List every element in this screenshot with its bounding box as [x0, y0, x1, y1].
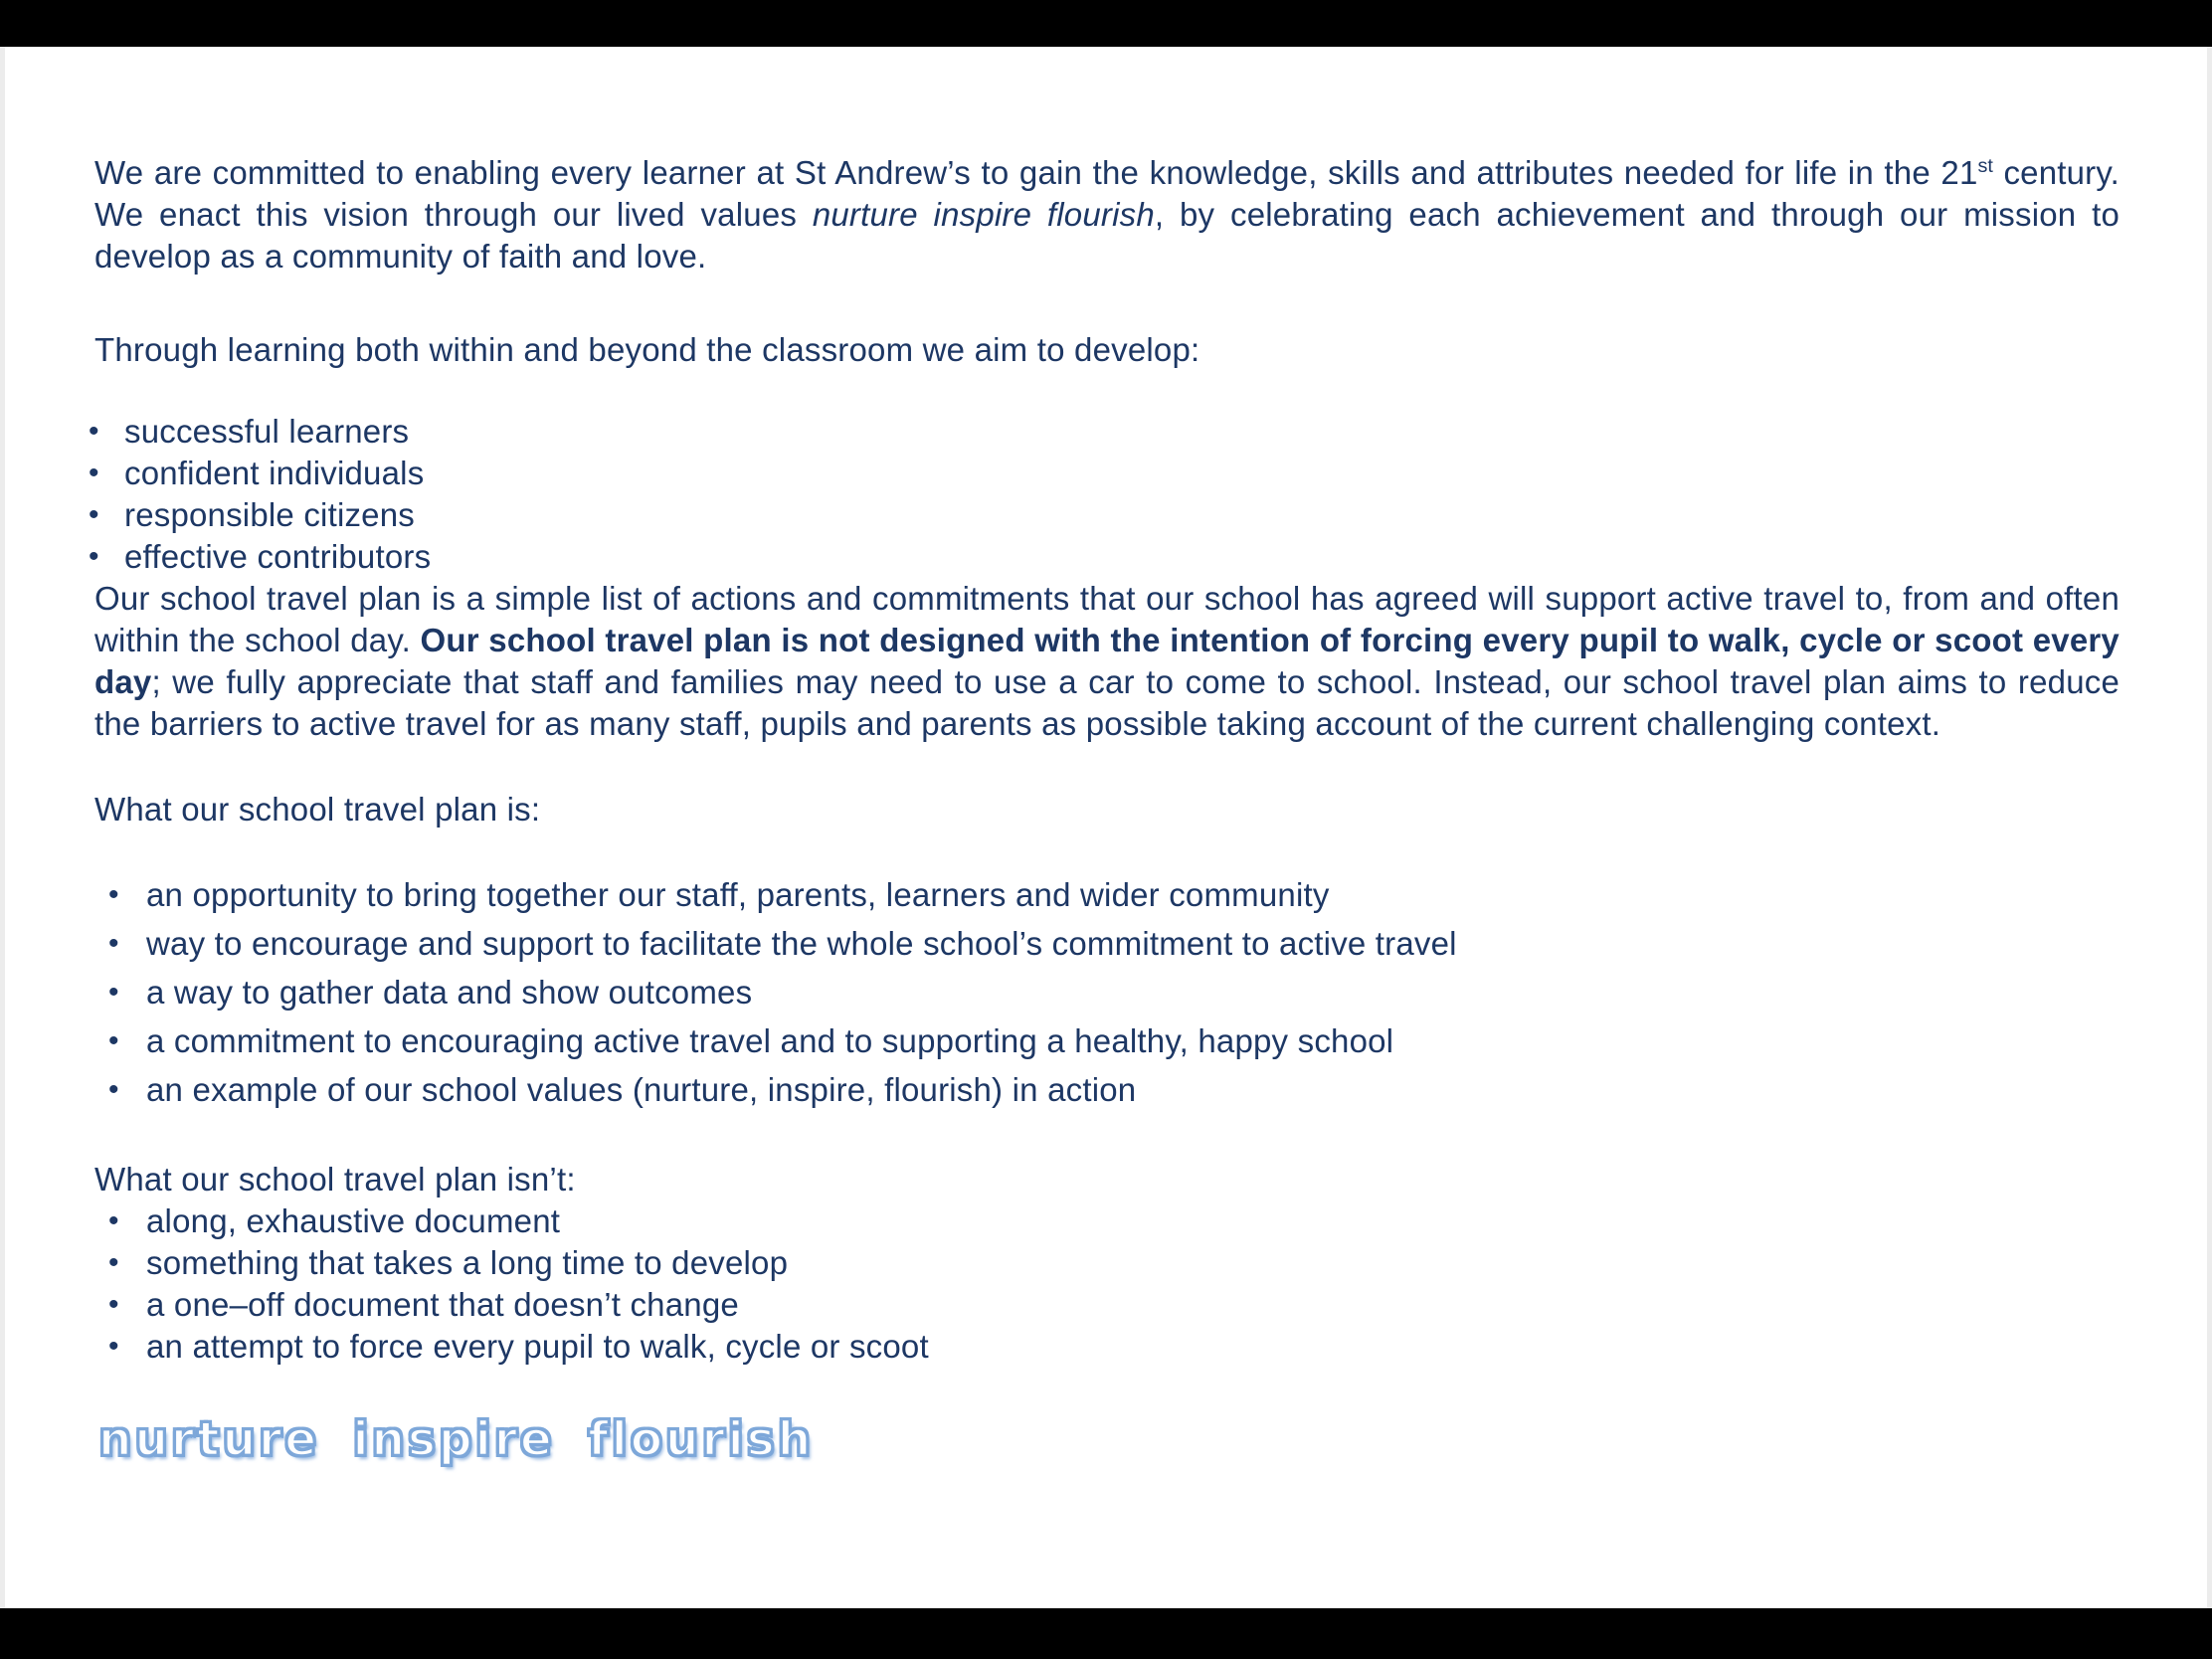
list-item: • an attempt to force every pupil to walk, cycle or scoot: [104, 1326, 2120, 1368]
list-item: • along, exhaustive document: [104, 1200, 2120, 1242]
list-item: • a commitment to encouraging active travel and to supporting a healthy, happy school: [104, 1020, 2120, 1062]
list-item: • confident individuals: [85, 453, 2120, 494]
intro-paragraph: [94, 152, 2120, 277]
plan-is-list: [104, 874, 2120, 1111]
plan-is-heading: What our school travel plan is:: [94, 791, 541, 828]
list-item: • something that takes a long time to develop: [104, 1242, 2120, 1284]
list-item: • successful learners: [85, 411, 2120, 453]
document-page: [5, 47, 2207, 1608]
letterbox-bottom-bar: [0, 1608, 2212, 1659]
intro-text-start: We are committed to enabling every learner at St Andrew’s to gain the knowledge, skills and attributes needed for life in the 21: [94, 154, 1978, 191]
plan-isnt-heading: What our school travel plan isn’t:: [94, 1161, 576, 1198]
aims-heading: Through learning both within and beyond the classroom we aim to develop:: [94, 331, 1200, 368]
list-item: • an example of our school values (nurture, inspire, flourish) in action: [104, 1069, 2120, 1111]
ordinal-superscript: st: [1977, 155, 1993, 177]
footer-tagline-logo: nurture inspire flourish: [98, 1412, 815, 1467]
travel-plan-bold-statement: Our school travel plan is not designed with the intention of forcing every pupil to walk, cycle or scoot every day: [94, 622, 2120, 700]
document-content: [5, 47, 2207, 1467]
list-item: • a way to gather data and show outcomes: [104, 972, 2120, 1014]
list-item: • a one–off document that doesn’t change: [104, 1284, 2120, 1326]
intro-text-end: , by celebrating each achievement and through our mission to develop as a community of faith and love.: [94, 196, 2120, 275]
travel-plan-paragraph: [94, 578, 2120, 745]
list-item: • effective contributors: [85, 536, 2120, 578]
school-values-italic: nurture inspire flourish: [812, 196, 1155, 233]
travel-plan-text-start: Our school travel plan is a simple list of actions and commitments that our school has agreed will support active travel to, from and often within the school day.: [94, 580, 2120, 658]
plan-isnt-list: [104, 1200, 2120, 1368]
list-item: • an opportunity to bring together our staff, parents, learners and wider community: [104, 874, 2120, 916]
travel-plan-text-end: ; we fully appreciate that staff and families may need to use a car to come to school. Instead, our school travel plan aims to reduce the barriers to active travel for as many staff, pupils and parents as possible taking account of the current challenging context.: [94, 663, 2120, 742]
letterbox-top-bar: [0, 0, 2212, 47]
list-item: • way to encourage and support to facilitate the whole school’s commitment to active travel: [104, 923, 2120, 965]
list-item: • responsible citizens: [85, 494, 2120, 536]
intro-text-mid: century. We enact this vision through our lived values: [94, 154, 2120, 233]
aims-list: [85, 411, 2120, 578]
